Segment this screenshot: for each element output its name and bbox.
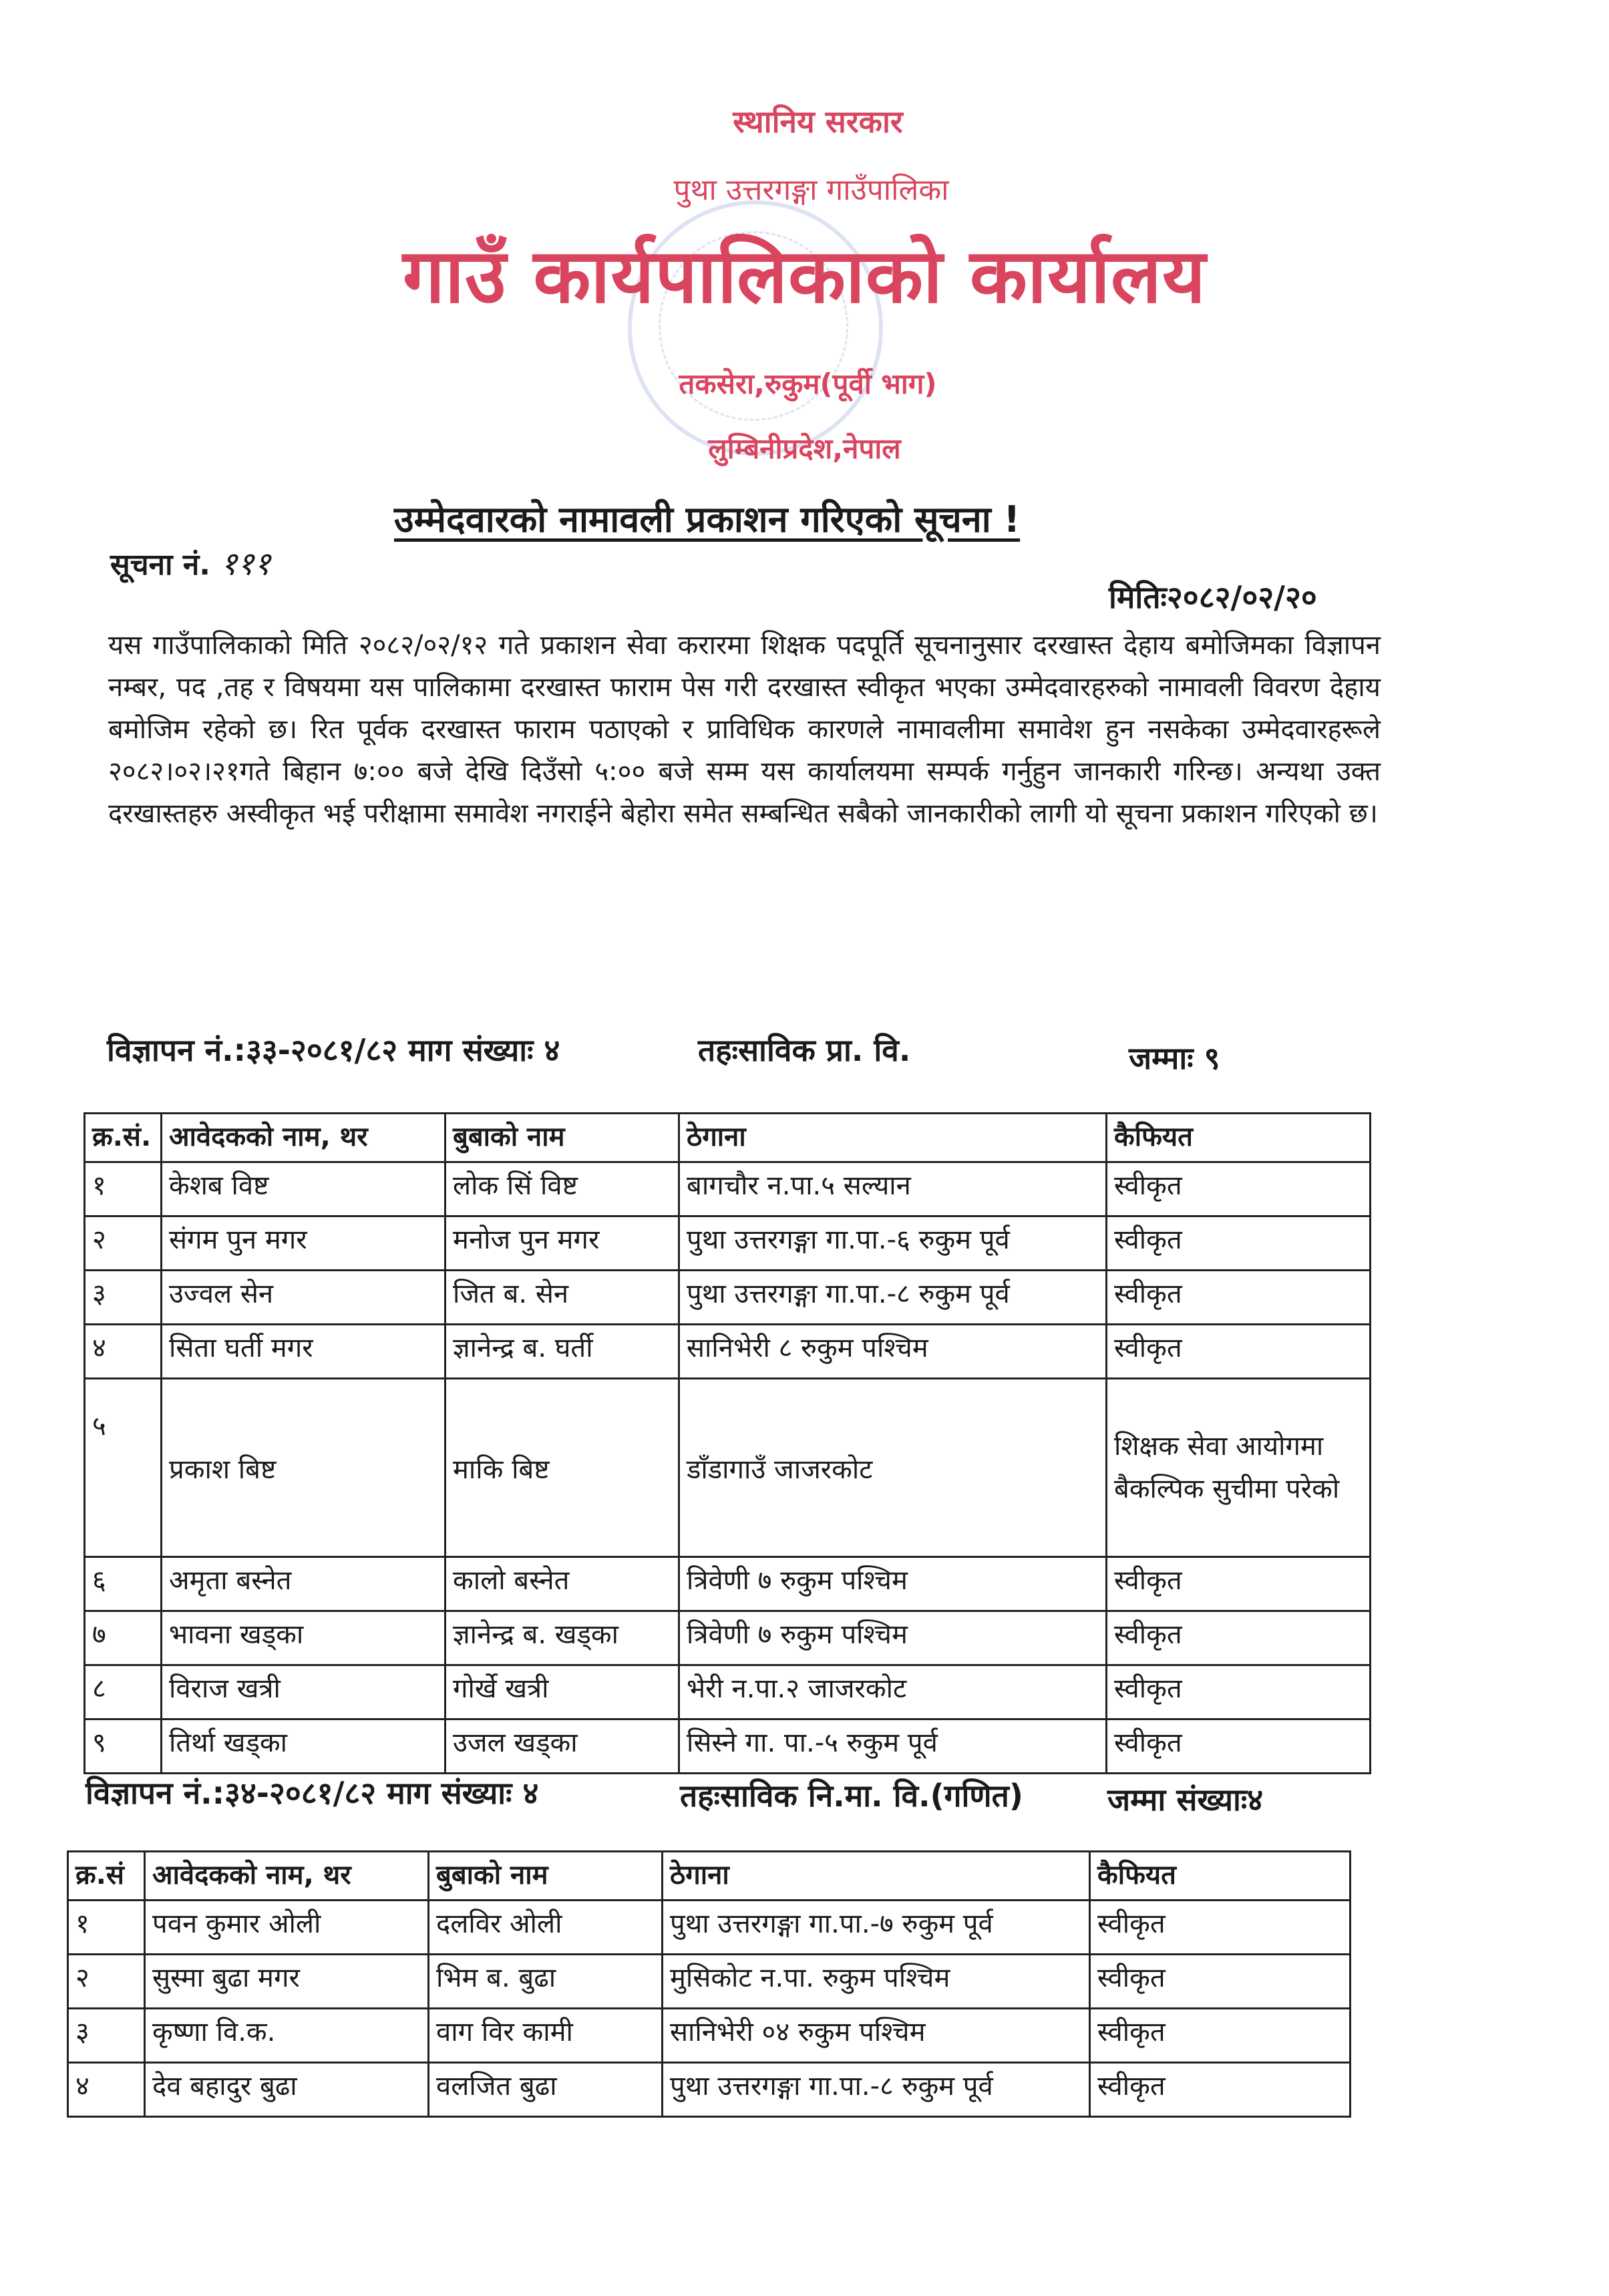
table-row — [85, 1379, 1371, 1557]
table-row — [85, 1325, 1371, 1379]
section2-total: जम्मा संख्याः४ — [1107, 1782, 1264, 1818]
section1-ad-number: विज्ञापन नं.:३३-२०८१/८२ माग संख्याः ४ — [107, 1032, 560, 1068]
table-row — [85, 1162, 1371, 1216]
cell-serial: ३ — [68, 2009, 145, 2063]
cell-remarks: स्वीकृत — [1090, 2063, 1351, 2117]
cell-applicant-name: प्रकाश बिष्ट — [162, 1379, 445, 1557]
letterhead-local-government: स्थानिय सरकार — [733, 104, 903, 140]
cell-remarks: स्वीकृत — [1107, 1216, 1371, 1271]
cell-address: पुथा उत्तरगङ्गा गा.पा.-६ रुकुम पूर्व — [679, 1216, 1107, 1271]
letterhead-province: लुम्बिनीप्रदेश,नेपाल — [708, 432, 901, 465]
cell-applicant-name: संगम पुन मगर — [162, 1216, 445, 1271]
cell-father-name: भिम ब. बुढा — [429, 1955, 663, 2009]
table-row — [68, 1901, 1351, 1955]
cell-father-name: कालो बस्नेत — [445, 1557, 679, 1611]
cell-serial: ४ — [85, 1325, 162, 1379]
section2-ad-number: विज्ञापन नं.:३४-२०८१/८२ माग संख्याः ४ — [85, 1775, 539, 1811]
cell-remarks: स्वीकृत — [1107, 1665, 1371, 1719]
section1-total: जम्माः ९ — [1129, 1040, 1220, 1076]
cell-serial: २ — [85, 1216, 162, 1271]
cell-remarks: स्वीकृत — [1107, 1611, 1371, 1665]
letterhead-office-title: गाउँ कार्यपालिकाको कार्यालय — [403, 233, 1206, 320]
cell-father-name: ज्ञानेन्द्र ब. घर्ती — [445, 1325, 679, 1379]
letterhead — [0, 100, 1609, 467]
table-header-row — [68, 1852, 1351, 1901]
cell-remarks: स्वीकृत — [1107, 1557, 1371, 1611]
cell-remarks: स्वीकृत — [1107, 1271, 1371, 1325]
cell-applicant-name: कृष्णा वि.क. — [145, 2009, 429, 2063]
cell-applicant-name: पवन कुमार ओली — [145, 1901, 429, 1955]
column-header-remarks: कैफियत — [1090, 1852, 1351, 1901]
cell-applicant-name: उज्वल सेन — [162, 1271, 445, 1325]
notice-number — [110, 541, 271, 585]
cell-applicant-name: विराज खत्री — [162, 1665, 445, 1719]
section2-level: तहःसाविक नि.मा. वि.(गणित) — [680, 1778, 1023, 1814]
cell-serial: ५ — [85, 1379, 162, 1557]
notice-number-label: सूचना नं. — [110, 548, 210, 582]
column-header-father-name: बुबाको नाम — [429, 1852, 663, 1901]
cell-address: त्रिवेणी ७ रुकुम पश्चिम — [679, 1557, 1107, 1611]
notice-body: यस गाउँपालिकाको मिति २०८२/०२/१२ गते प्रकाशन सेवा करारमा शिक्षक पदपूर्ति सूचनानुसार दरखास्त देहाय बमोजिमका विज्ञापन नम्बर, पद ,तह र विषयमा यस पालिकामा दरखास्त फाराम पेस गरी दरखास्त स्वीकृत भएका उम्मेदवारहरुको नामावली विवरण देहाय बमोजिम रहेको छ। रित पूर्वक दरखास्त फाराम पठाएको र प्राविधिक कारणले नामावलीमा समावेश हुन नसकेका उम्मेदवारहरूले २०८२।०२।२१गते बिहान ७:०० बजे देखि दिउँसो ५:०० बजे सम्म यस कार्यालयमा सम्पर्क गर्नुहुन जानकारी गरिन्छ। अन्यथा उक्त दरखास्तहरु अस्वीकृत भई परीक्षामा समावेश नगराईने बेहोरा समेत सम्बन्धित सबैको जानकारीको लागी यो सूचना प्रकाशन गरिएको छ। — [108, 630, 1381, 829]
column-header-applicant-name: आवेदकको नाम, थर — [145, 1852, 429, 1901]
cell-father-name: माकि बिष्ट — [445, 1379, 679, 1557]
cell-serial: ८ — [85, 1665, 162, 1719]
section1-applicant-table — [83, 1112, 1371, 1774]
cell-serial: ७ — [85, 1611, 162, 1665]
letterhead-address: तकसेरा,रुकुम(पूर्वी भाग) — [679, 367, 937, 400]
cell-serial: ४ — [68, 2063, 145, 2117]
cell-applicant-name: केशब विष्ट — [162, 1162, 445, 1216]
cell-applicant-name: अमृता बस्नेत — [162, 1557, 445, 1611]
column-header-father-name: बुबाको नाम — [445, 1114, 679, 1162]
notice-title: उम्मेदवारको नामावली प्रकाशन गरिएको सूचना ! — [394, 498, 1021, 540]
table-row — [85, 1665, 1371, 1719]
notice-date: मितिः२०८२/०२/२० — [1109, 579, 1317, 615]
table-row — [68, 2009, 1351, 2063]
cell-remarks: स्वीकृत — [1090, 2009, 1351, 2063]
cell-address: डाँडागाउँ जाजरकोट — [679, 1379, 1107, 1557]
table-row — [85, 1216, 1371, 1271]
cell-address: सानिभेरी ०४ रुकुम पश्चिम — [663, 2009, 1090, 2063]
column-header-address: ठेगाना — [663, 1852, 1090, 1901]
column-header-remarks: कैफियत — [1107, 1114, 1371, 1162]
cell-remarks: स्वीकृत — [1107, 1719, 1371, 1774]
cell-address: त्रिवेणी ७ रुकुम पश्चिम — [679, 1611, 1107, 1665]
cell-father-name: जित ब. सेन — [445, 1271, 679, 1325]
cell-applicant-name: देव बहादुर बुढा — [145, 2063, 429, 2117]
cell-remarks: स्वीकृत — [1107, 1325, 1371, 1379]
cell-applicant-name: तिर्था खड्का — [162, 1719, 445, 1774]
cell-father-name: दलविर ओली — [429, 1901, 663, 1955]
section2-applicant-table — [67, 1850, 1351, 2118]
table-row — [85, 1611, 1371, 1665]
cell-serial: १ — [68, 1901, 145, 1955]
cell-remarks: स्वीकृत — [1090, 1901, 1351, 1955]
column-header-serial: क्र.सं. — [85, 1114, 162, 1162]
cell-father-name: वाग विर कामी — [429, 2009, 663, 2063]
cell-applicant-name: सुस्मा बुढा मगर — [145, 1955, 429, 2009]
cell-remarks: स्वीकृत — [1090, 1955, 1351, 2009]
cell-remarks: शिक्षक सेवा आयोगमा बैकल्पिक सुचीमा परेको — [1107, 1379, 1371, 1557]
cell-father-name: उजल खड्का — [445, 1719, 679, 1774]
cell-address: पुथा उत्तरगङ्गा गा.पा.-७ रुकुम पूर्व — [663, 1901, 1090, 1955]
table-row — [85, 1719, 1371, 1774]
cell-address: पुथा उत्तरगङ्गा गा.पा.-८ रुकुम पूर्व — [679, 1271, 1107, 1325]
cell-father-name: ज्ञानेन्द्र ब. खड्का — [445, 1611, 679, 1665]
cell-serial: ६ — [85, 1557, 162, 1611]
cell-address: सानिभेरी ८ रुकुम पश्चिम — [679, 1325, 1107, 1379]
cell-address: बागचौर न.पा.५ सल्यान — [679, 1162, 1107, 1216]
cell-address: सिस्ने गा. पा.-५ रुकुम पूर्व — [679, 1719, 1107, 1774]
table-row — [68, 2063, 1351, 2117]
cell-address: मुसिकोट न.पा. रुकुम पश्चिम — [663, 1955, 1090, 2009]
cell-serial: ३ — [85, 1271, 162, 1325]
cell-serial: २ — [68, 1955, 145, 2009]
column-header-applicant-name: आवेदकको नाम, थर — [162, 1114, 445, 1162]
table-row — [85, 1271, 1371, 1325]
cell-serial: ९ — [85, 1719, 162, 1774]
section1-level: तहःसाविक प्रा. वि. — [698, 1032, 911, 1068]
cell-applicant-name: भावना खड्का — [162, 1611, 445, 1665]
letterhead-municipality: पुथा उत्तरगङ्गा गाउँपालिका — [673, 173, 949, 207]
cell-father-name: लोक सिं विष्ट — [445, 1162, 679, 1216]
table-row — [85, 1557, 1371, 1611]
cell-father-name: गोर्खे खत्री — [445, 1665, 679, 1719]
column-header-serial: क्र.सं — [68, 1852, 145, 1901]
cell-address: पुथा उत्तरगङ्गा गा.पा.-८ रुकुम पूर्व — [663, 2063, 1090, 2117]
cell-address: भेरी न.पा.२ जाजरकोट — [679, 1665, 1107, 1719]
table-row — [68, 1955, 1351, 2009]
cell-applicant-name: सिता घर्ती मगर — [162, 1325, 445, 1379]
cell-serial: १ — [85, 1162, 162, 1216]
table-header-row — [85, 1114, 1371, 1162]
cell-father-name: मनोज पुन मगर — [445, 1216, 679, 1271]
cell-father-name: वलजित बुढा — [429, 2063, 663, 2117]
column-header-address: ठेगाना — [679, 1114, 1107, 1162]
cell-remarks: स्वीकृत — [1107, 1162, 1371, 1216]
notice-number-value: १११ — [220, 545, 271, 583]
